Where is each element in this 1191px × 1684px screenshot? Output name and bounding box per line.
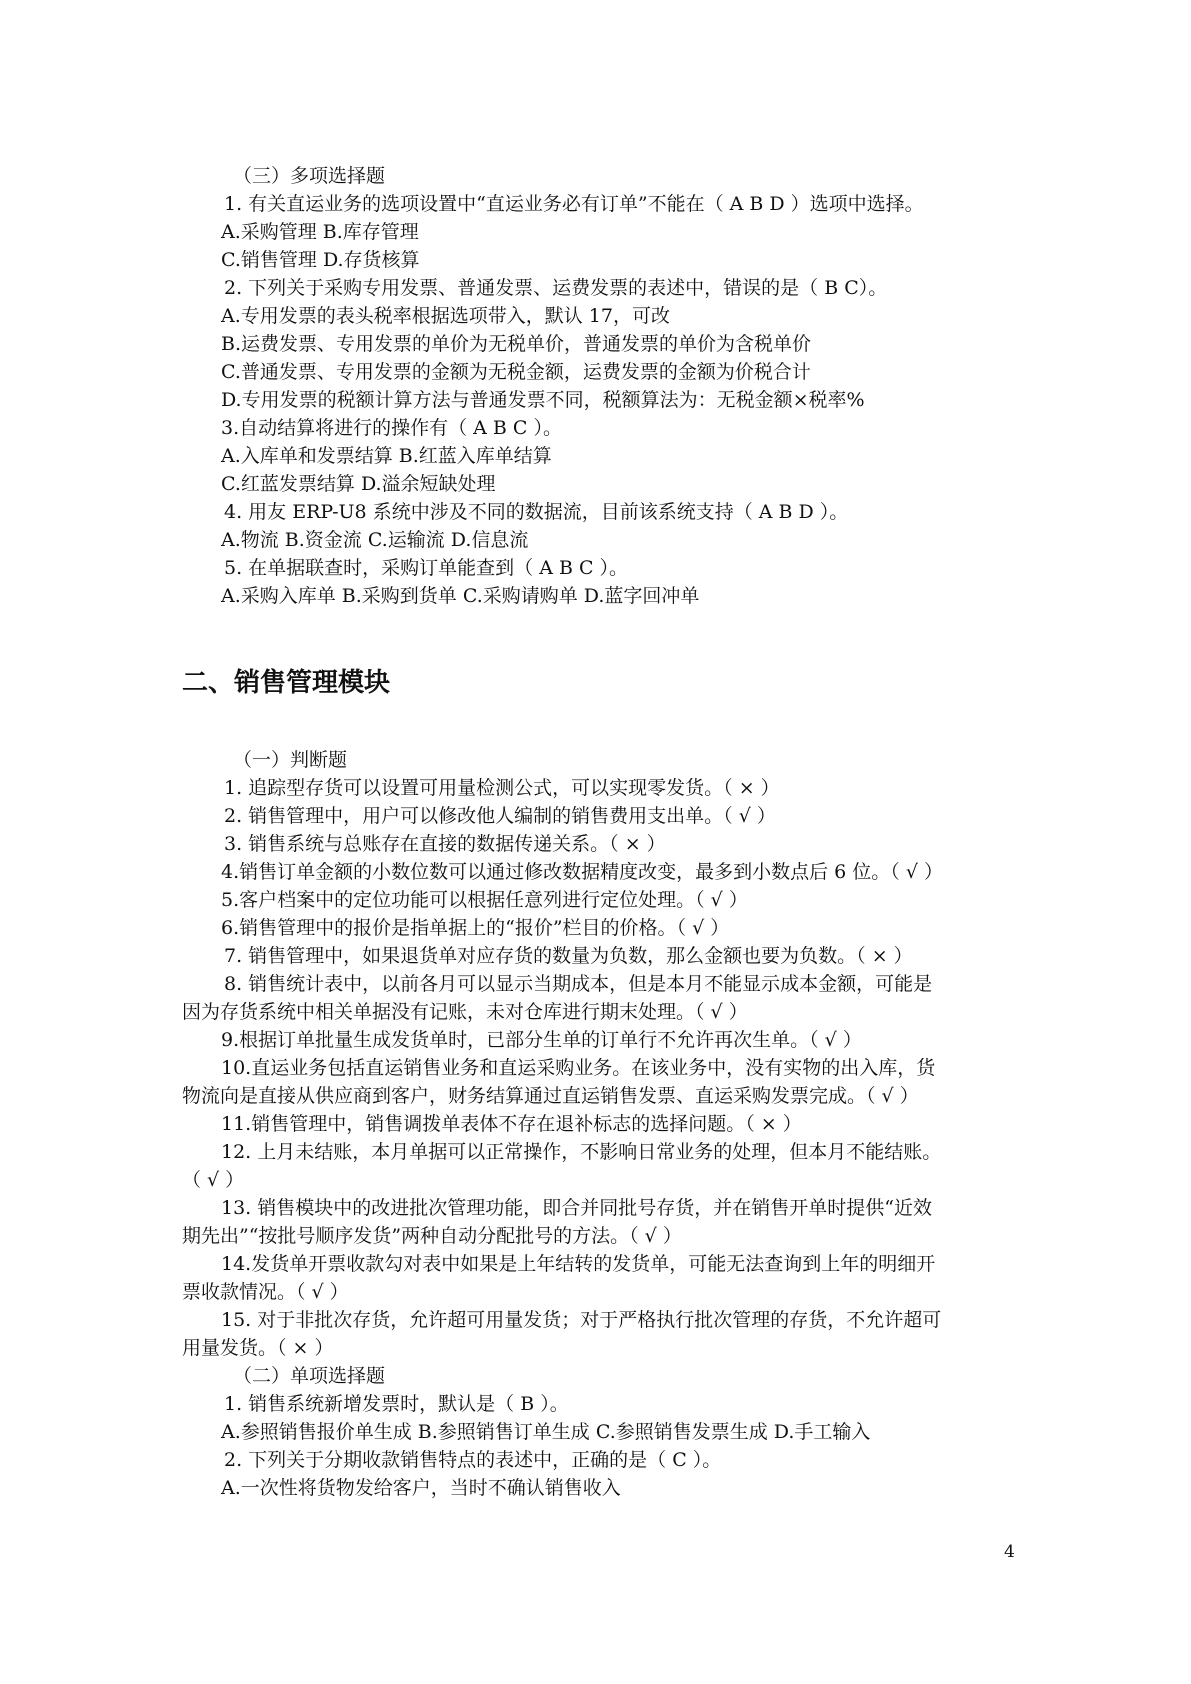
question-line: 3.自动结算将进行的操作有（ A B C ）。 — [221, 417, 563, 439]
judgment-line: 15. 对于非批次存货，允许超可用量发货；对于严格执行批次管理的存货，不允许超可 — [221, 1309, 942, 1331]
judgment-line: 3. 销售系统与总账存在直接的数据传递关系。（ × ） — [224, 833, 666, 855]
question-line: 1. 销售系统新增发票时，默认是（ B ）。 — [224, 1393, 569, 1415]
judgment-line-continued: 票收款情况。（ √ ） — [182, 1281, 349, 1303]
option-line: B.运费发票、专用发票的单价为无税单价，普通发票的单价为含税单价 — [221, 333, 812, 355]
judgment-line: 14.发货单开票收款勾对表中如果是上年结转的发货单，可能无法查询到上年的明细开 — [221, 1253, 936, 1275]
question-line: 2. 下列关于采购专用发票、普通发票、运费发票的表述中，错误的是（ B C）。 — [224, 277, 888, 299]
option-line: A.采购入库单 B.采购到货单 C.采购请购单 D.蓝字回冲单 — [221, 585, 700, 607]
judgment-line-continued: 因为存货系统中相关单据没有记账，未对仓库进行期末处理。（ √ ） — [182, 1001, 748, 1023]
option-line: A.入库单和发票结算 B.红蓝入库单结算 — [221, 445, 552, 467]
judgment-line: 1. 追踪型存货可以设置可用量检测公式，可以实现零发货。（ × ） — [224, 777, 780, 799]
multi-choice-heading: （三）多项选择题 — [233, 165, 386, 187]
judgment-line-continued: 物流向是直接从供应商到客户，财务结算通过直运销售发票、直运采购发票完成。（ √ ） — [182, 1085, 919, 1107]
option-line: A.一次性将货物发给客户，当时不确认销售收入 — [221, 1477, 621, 1499]
question-line: 1. 有关直运业务的选项设置中“直运业务必有订单”不能在（ A B D ）选项中选择。 — [224, 193, 924, 215]
judgment-line: 6.销售管理中的报价是指单据上的“报价”栏目的价格。（ √ ） — [221, 917, 730, 939]
judgment-line: 4.销售订单金额的小数位数可以通过修改数据精度改变，最多到小数点后 6 位。（ √ ） — [221, 861, 943, 883]
section-title: 二、销售管理模块 — [182, 668, 391, 698]
option-line: A.物流 B.资金流 C.运输流 D.信息流 — [221, 529, 529, 551]
single-choice-heading: （二）单项选择题 — [233, 1365, 386, 1387]
question-line: 2. 下列关于分期收款销售特点的表述中，正确的是（ C ）。 — [224, 1449, 722, 1471]
question-line: 5. 在单据联查时，采购订单能查到（ A B C ）。 — [224, 557, 629, 579]
judgment-line-continued: （ √ ） — [182, 1169, 245, 1191]
option-line: A.专用发票的表头税率根据选项带入，默认 17，可改 — [221, 305, 670, 327]
judgment-line: 10.直运业务包括直运销售业务和直运采购业务。在该业务中，没有实物的出入库，货 — [221, 1057, 936, 1079]
option-line: C.普通发票、专用发票的金额为无税金额，运费发票的金额为价税合计 — [221, 361, 811, 383]
judgment-line: 9.根据订单批量生成发货单时，已部分生单的订单行不允许再次生单。（ √ ） — [221, 1029, 862, 1051]
option-line: A.参照销售报价单生成 B.参照销售订单生成 C.参照销售发票生成 D.手工输入 — [221, 1421, 871, 1443]
option-line: C.销售管理 D.存货核算 — [221, 249, 420, 271]
option-line: A.采购管理 B.库存管理 — [221, 221, 419, 243]
page-number: 4 — [1004, 1542, 1015, 1562]
question-line: 4. 用友 ERP-U8 系统中涉及不同的数据流，目前该系统支持（ A B D ）。 — [224, 501, 849, 523]
option-line: D.专用发票的税额计算方法与普通发票不同，税额算法为：无税金额×税率% — [221, 389, 865, 411]
judgment-line-continued: 用量发货。（ × ） — [182, 1337, 334, 1359]
judgment-line: 11.销售管理中，销售调拨单表体不存在退补标志的选择问题。（ × ） — [221, 1113, 802, 1135]
judgment-line: 7. 销售管理中，如果退货单对应存货的数量为负数，那么金额也要为负数。（ × ） — [224, 945, 913, 967]
judgment-line: 8. 销售统计表中，以前各月可以显示当期成本，但是本月不能显示成本金额，可能是 — [224, 973, 933, 995]
judgment-line-continued: 期先出”“按批号顺序发货”两种自动分配批号的方法。（ √ ） — [182, 1225, 682, 1247]
judgment-line: 5.客户档案中的定位功能可以根据任意列进行定位处理。（ √ ） — [221, 889, 748, 911]
judgment-line: 2. 销售管理中，用户可以修改他人编制的销售费用支出单。（ √ ） — [224, 805, 776, 827]
judgment-line: 13. 销售模块中的改进批次管理功能，即合并同批号存货，并在销售开单时提供“近效 — [221, 1197, 932, 1219]
judgment-line: 12. 上月未结账，本月单据可以正常操作，不影响日常业务的处理，但本月不能结账。 — [221, 1141, 942, 1163]
judgment-heading: （一）判断题 — [233, 749, 348, 771]
option-line: C.红蓝发票结算 D.溢余短缺处理 — [221, 473, 496, 495]
